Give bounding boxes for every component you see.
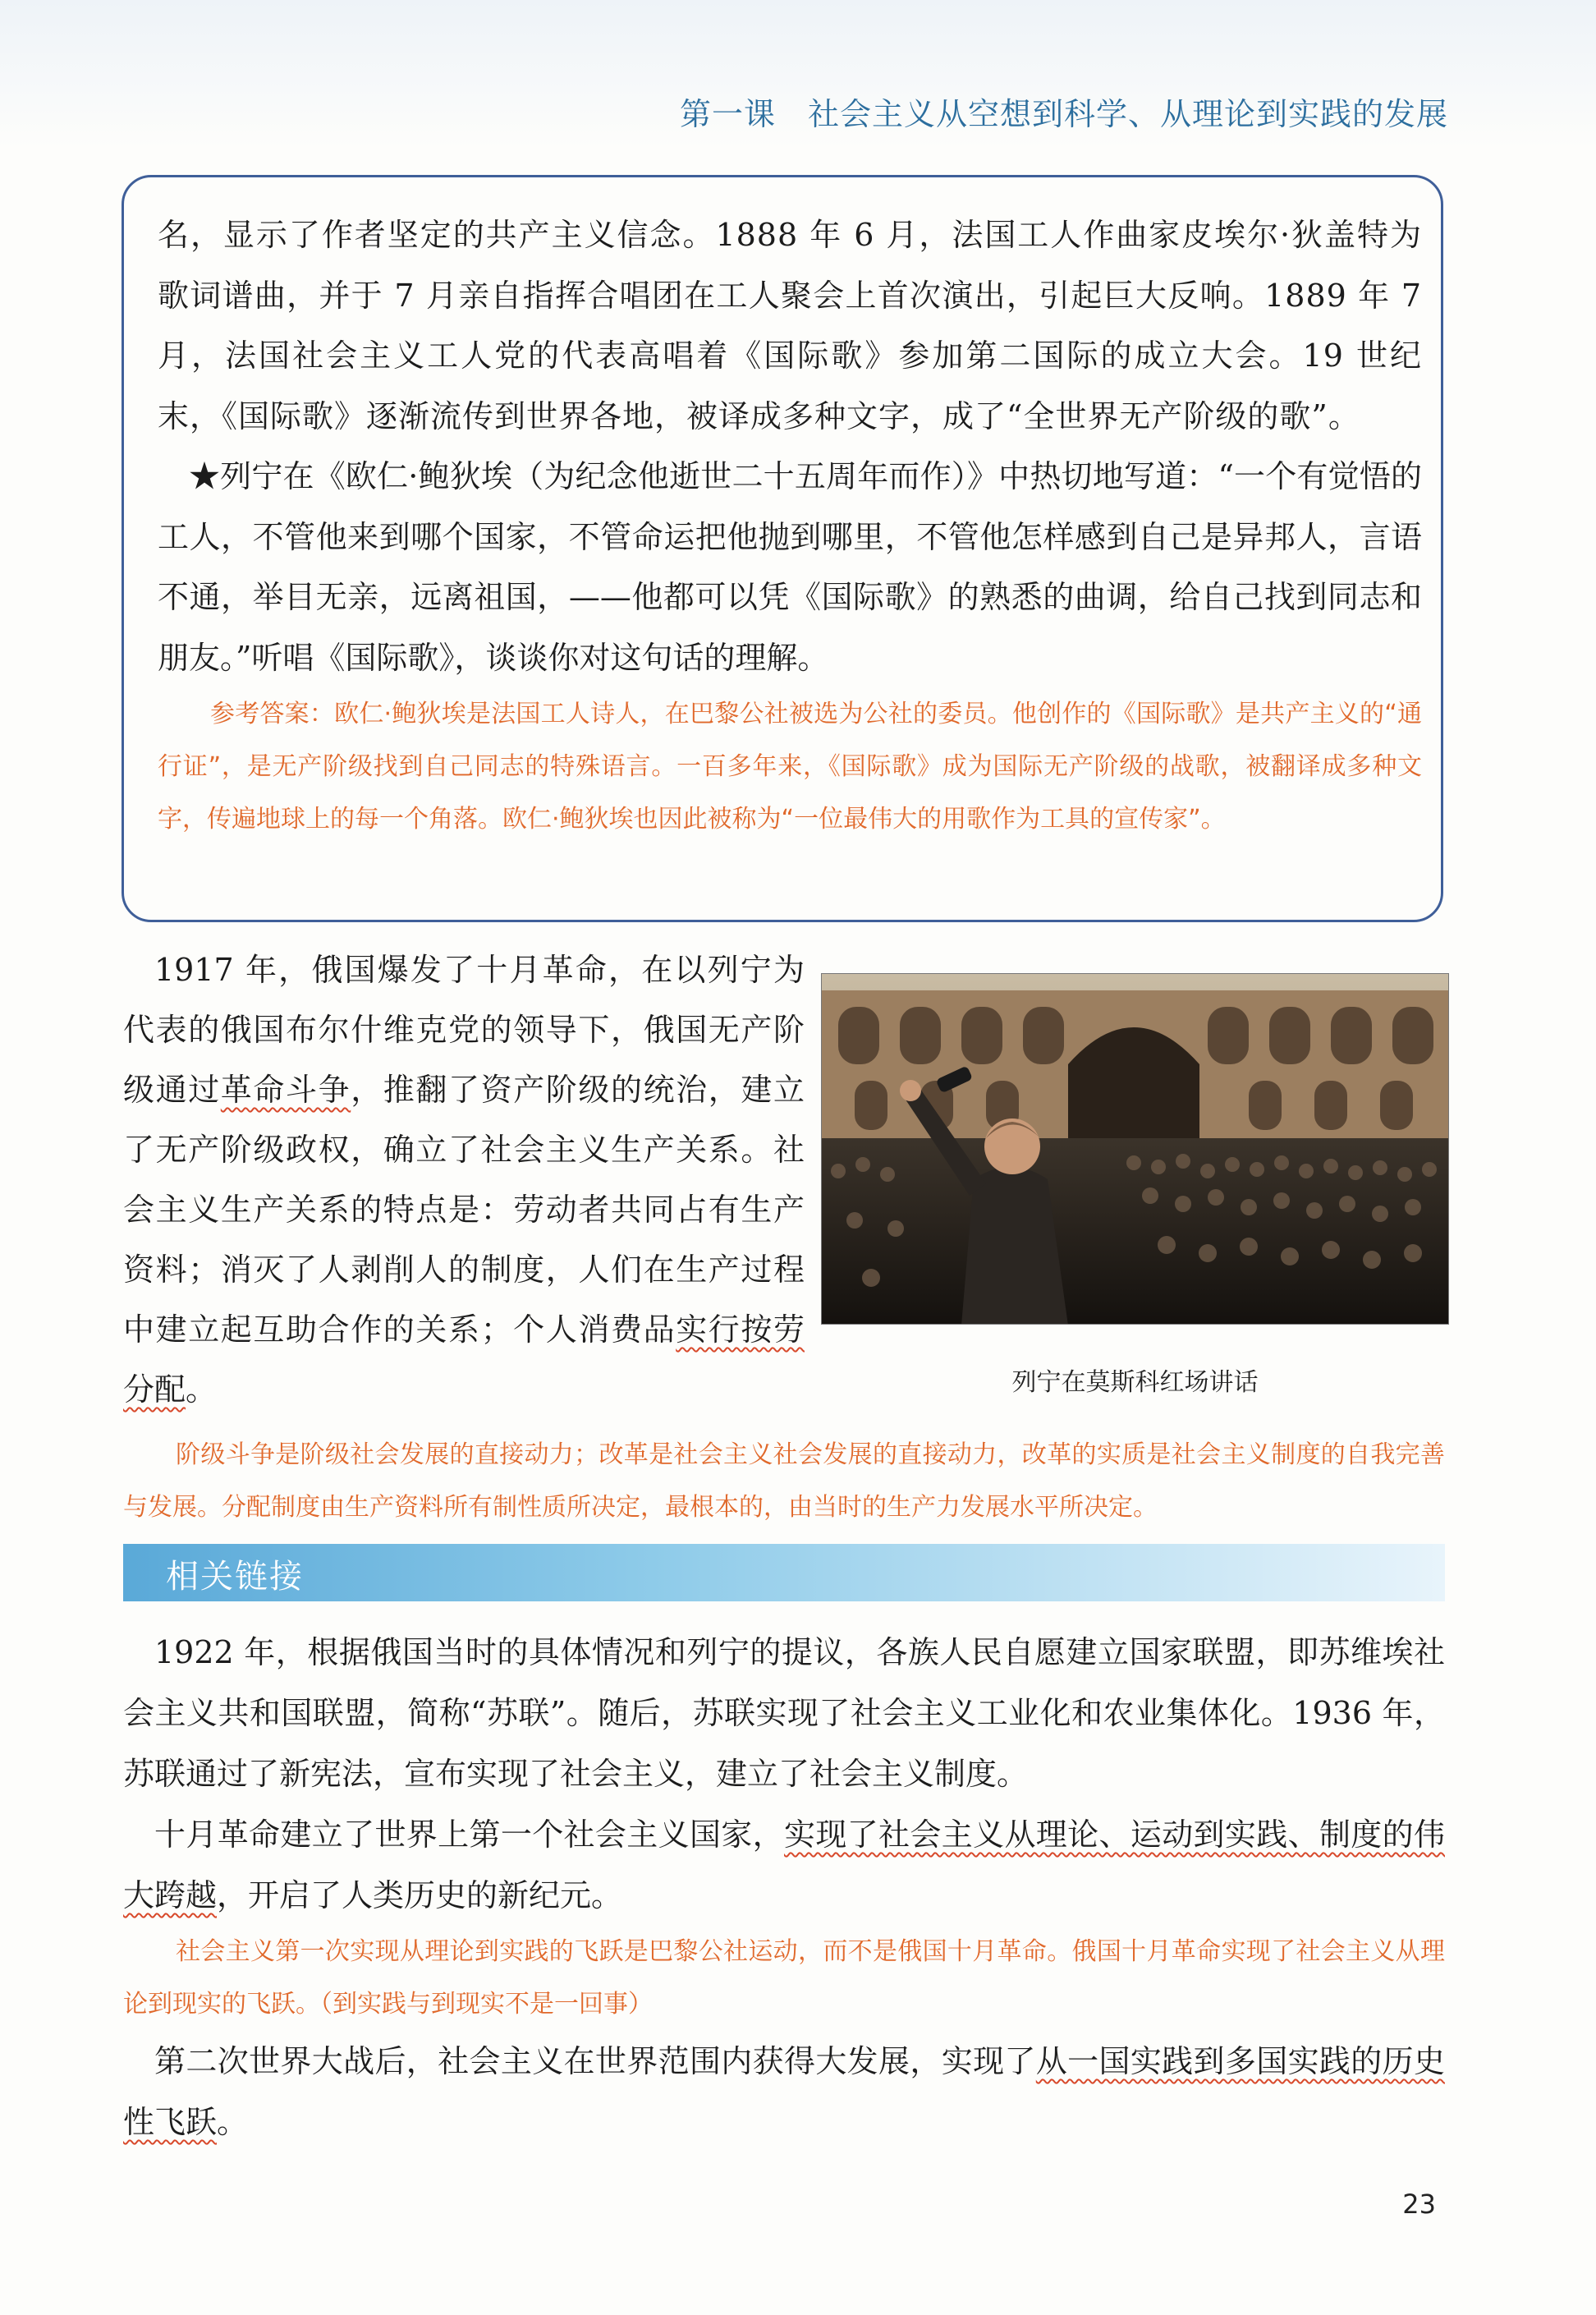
photo-caption: 列宁在莫斯科红场讲话 — [1011, 1368, 1259, 1397]
text-segment: 十月革命建立了世界上第一个社会主义国家， — [154, 1817, 784, 1853]
annotation-paris-commune: 社会主义第一次实现从理论到实践的飞跃是巴黎公社运动，而不是俄国十月革命。俄国十月革命实现了社会主义从理论到现实的飞跃。（到实践与到现实不是一回事） — [123, 1937, 1445, 2019]
annotation-text: 阶级斗争是阶级社会发展的直接动力；改革是社会主义社会发展的直接动力，改革的实质是社会主义制度的自我完善与发展。分配制度由生产资料所有制性质所决定，最根本的，由当时的生产力发展水平所决定。 — [123, 1440, 1445, 1522]
related-links-title: 相关链接 — [166, 1558, 304, 1596]
photo-illustration — [822, 974, 1449, 1325]
text-segment: 。 — [217, 2104, 249, 2140]
page-number: 23 — [1402, 2189, 1436, 2220]
related-links-paragraph: 1922 年，根据俄国当时的具体情况和列宁的提议，各族人民自愿建立国家联盟，即苏维埃社会主义共和国联盟，简称“苏联”。随后，苏联实现了社会主义工业化和农业集体化。1936 年，苏联通过了新宪法，宣布实现了社会主义，建立了社会主义制度。 — [123, 1634, 1445, 1792]
october-paragraph — [123, 1804, 1445, 1926]
page-header — [0, 0, 1596, 148]
underlined-phrase: 从一国实践到多国实践的历史性飞跃 — [123, 2043, 1445, 2140]
ww2-paragraph — [123, 2031, 1445, 2152]
text-segment: 第二次世界大战后，社会主义在世界范围内获得大发展，实现了 — [154, 2043, 1036, 2079]
underlined-phrase: 实现了社会主义从理论、运动到实践、制度的伟大跨越 — [123, 1817, 1445, 1913]
text-segment: ，推翻了资产阶级的统治，建立了无产阶级政权，确立了社会主义生产关系。社会主义生产关系的特点是：劳动者共同占有生产资料；消灭了人剥削人的制度，人们在生产过程中建立起互助合作的关系；个人消费品 — [123, 1072, 805, 1348]
box-paragraph-2: ★列宁在《欧仁·鲍狄埃（为纪念他逝世二十五周年而作）》中热切地写道：“一个有觉悟的工人，不管他来到哪个国家，不管命运把他抛到哪里，不管他怎样感到自己是异邦人，言语不通，举目无亲，远离祖国，——他都可以凭《国际歌》的熟悉的曲调，给自己找到同志和朋友。”听唱《国际歌》，谈谈你对这句话的理解。 — [158, 458, 1422, 676]
text-segment: 。 — [186, 1371, 218, 1408]
text-segment: 1917 年，俄国爆发了十月革命，在以列宁为代表的俄国布尔什维克党的领导下，俄国无产阶级通过 — [123, 952, 805, 1108]
lenin-red-square-photo — [821, 973, 1449, 1325]
related-links-header — [123, 1544, 1445, 1601]
text-segment: ，开启了人类历史的新纪元。 — [217, 1877, 623, 1913]
october-revolution-paragraph — [123, 940, 805, 1420]
box-paragraph-1: 名，显示了作者坚定的共产主义信念。1888 年 6 月，法国工人作曲家皮埃尔·狄盖特为歌词谱曲，并于 7 月亲自指挥合唱团在工人聚会上首次演出，引起巨大反响。1889 年 7 月，法国社会主义工人党的代表高唱着《国际歌》参加第二国际的成立大会。19 世纪末，《国际歌》逐渐流传到世界各地，被译成多种文字，成了“全世界无产阶级的歌”。 — [158, 217, 1422, 434]
underlined-phrase: 革命斗争 — [220, 1072, 351, 1108]
annotation-class-struggle — [123, 1429, 1445, 1534]
sidebar-box-content — [158, 205, 1422, 846]
underlined-phrase: 实行按劳分配 — [123, 1311, 805, 1408]
reference-answer: 参考答案：欧仁·鲍狄埃是法国工人诗人，在巴黎公社被选为公社的委员。他创作的《国际歌》是共产主义的“通行证”，是无产阶级找到自己同志的特殊语言。一百多年来，《国际歌》成为国际无产阶级的战歌，被翻译成多种文字，传遍地球上的每一个角落。欧仁·鲍狄埃也因此被称为“一位最伟大的用歌作为工具的宣传家”。 — [158, 700, 1422, 834]
main-text — [123, 1622, 1445, 2152]
lesson-title: 第一课 社会主义从空想到科学、从理论到实践的发展 — [679, 96, 1448, 132]
